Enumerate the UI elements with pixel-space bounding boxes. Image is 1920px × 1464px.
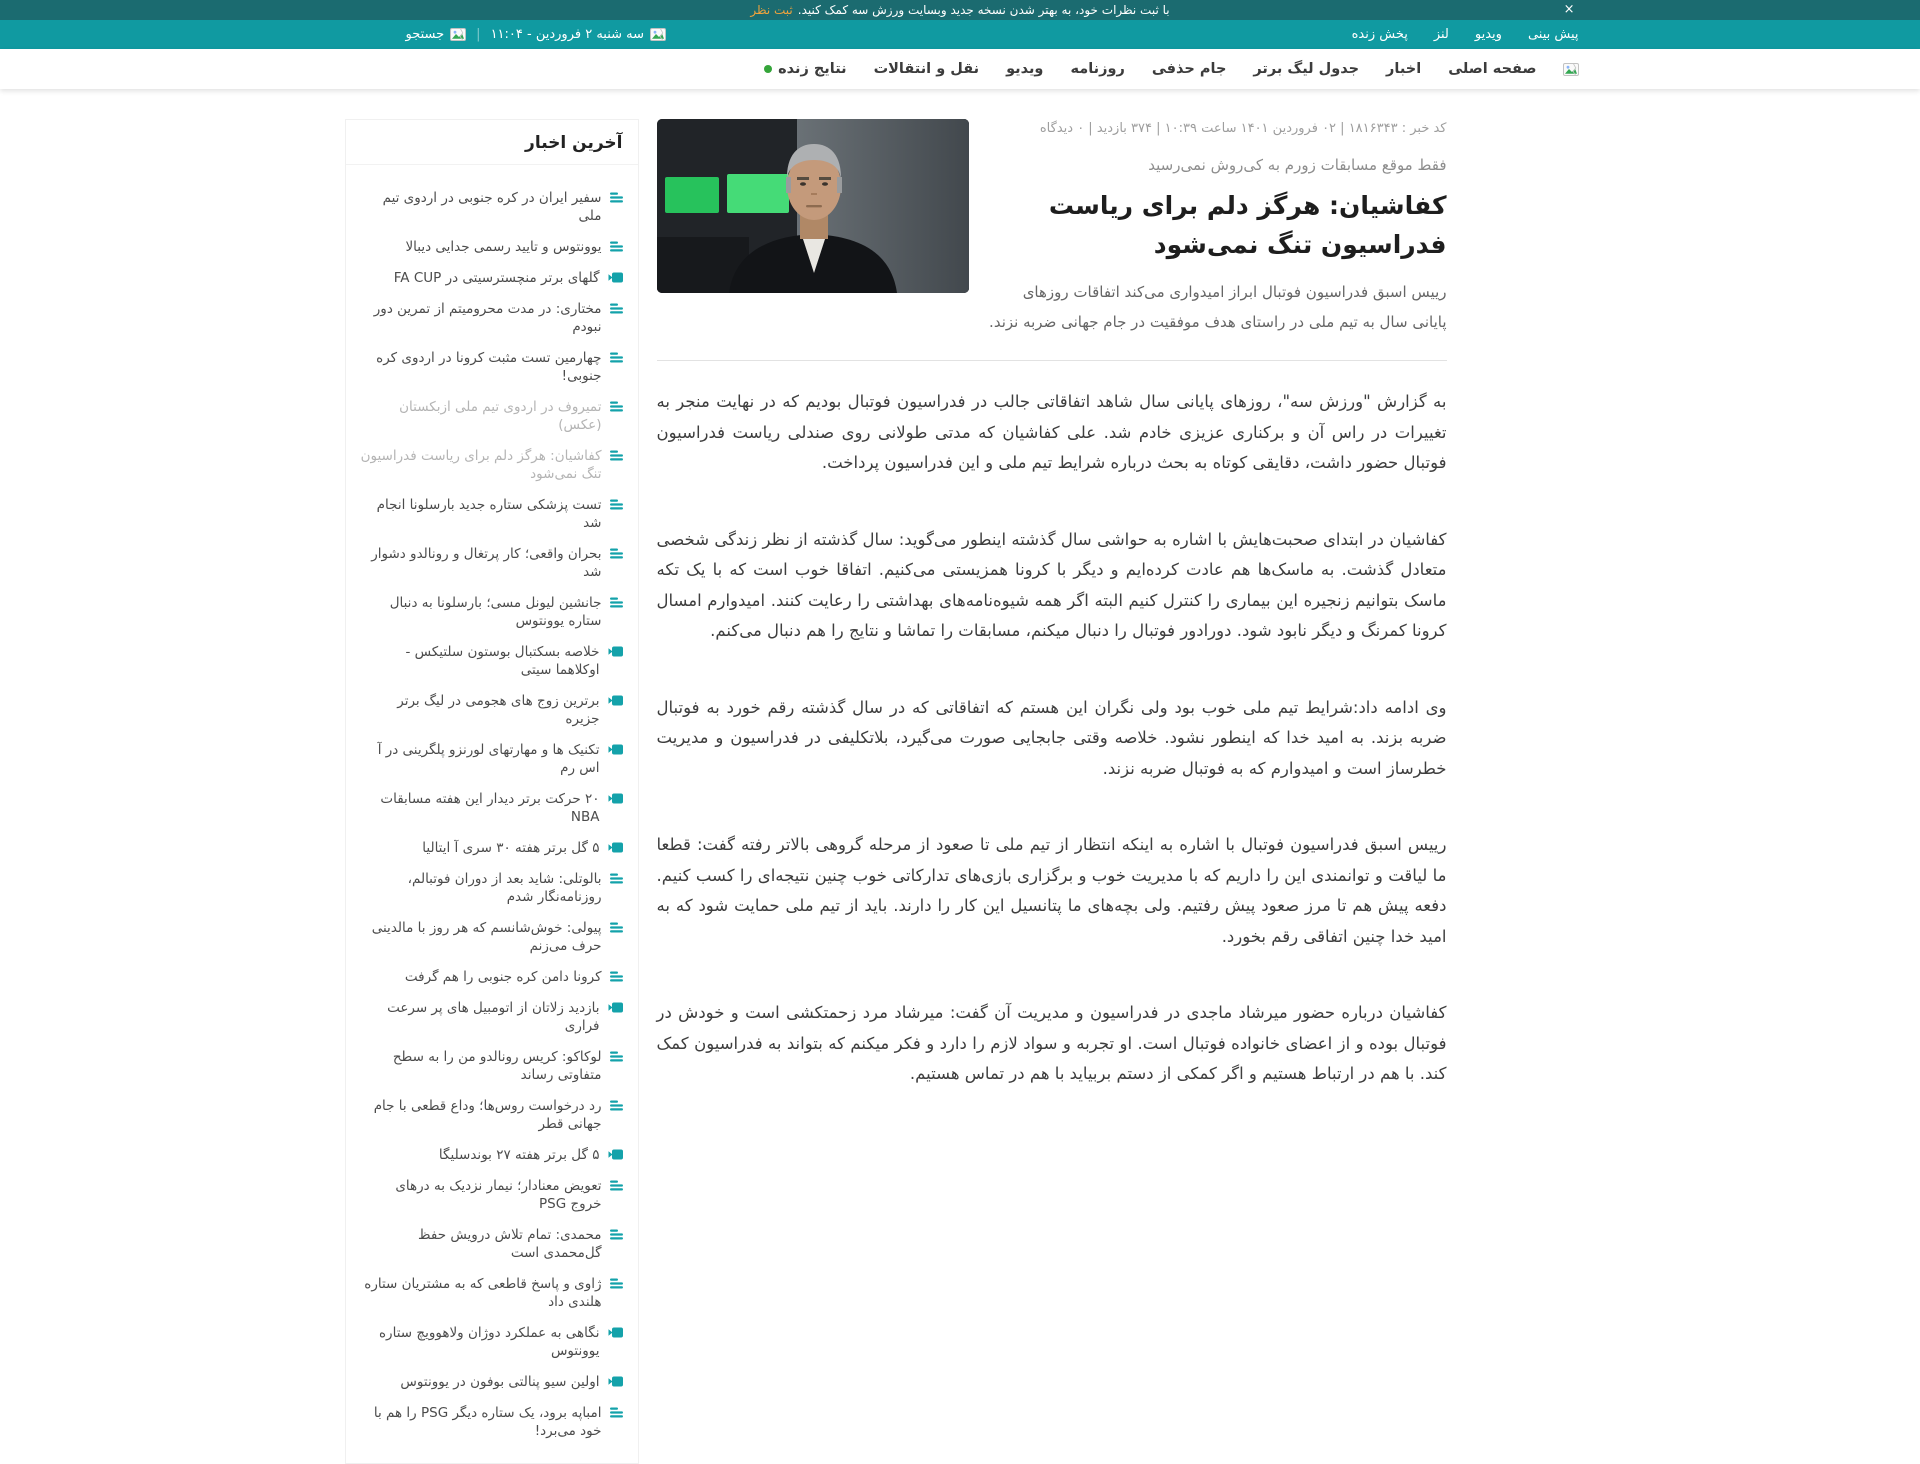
sidebar-news-label: ۵ گل برتر هفته ۲۷ بوندسلیگا [438,1147,600,1163]
sidebar-news-item[interactable] [361,447,623,483]
sidebar-news-item[interactable] [361,741,623,777]
news-icon [610,971,623,982]
sidebar-news-label: تکنیک ها و مهارتهای لورنزو پلگرینی در آ اس رم [377,742,600,776]
sidebar-news-item[interactable] [361,999,623,1035]
nav-item[interactable]: نقل و انتقالات [873,61,980,77]
nav-item[interactable]: جام حذفی [1151,61,1227,77]
sidebar-news-item[interactable] [361,496,623,532]
sidebar-news-label: گلهای برتر منچسترسیتی در FA CUP [393,270,600,286]
news-icon [610,401,623,412]
news-icon [610,548,623,559]
article-meta: کد خبر : ۱۸۱۶۳۴۳ | ۰۲ فروردین ۱۴۰۱ ساعت ۱۰:۳۹ | ۳۷۴ بازدید | ۰ دیدگاه [1039,121,1447,136]
news-icon [610,1051,623,1062]
nav-item[interactable]: اخبار [1386,61,1422,77]
news-icon [610,1407,623,1418]
news-icon [610,1229,623,1240]
sidebar-news-item[interactable] [361,189,623,225]
sidebar-news-label: محمدی: تمام تلاش درویش حفظ گل‌محمدی است [418,1227,602,1261]
banner-message-text: با ثبت نظرات خود، به بهتر شدن نسخه جدید وبسایت ورزش سه کمک کنید. [797,3,1170,17]
video-icon [608,744,623,755]
sidebar-news-item[interactable] [361,398,623,434]
sidebar-news-label: رد درخواست روس‌ها؛ وداع قطعی با جام جهانی قطر [373,1098,602,1132]
topbar-link[interactable]: پیش بینی [1527,27,1579,42]
video-icon [608,793,623,804]
sidebar-news-label: امباپه برود، یک ستاره دیگر PSG را هم با خود می‌برد! [373,1405,602,1439]
video-icon [608,1149,623,1160]
article-rubric: فقط موقع مسابقات زورم به کی‌روش نمی‌رسید [1148,156,1447,174]
search-button[interactable] [406,27,467,42]
sidebar-news-label: ژاوی و پاسخ قاطعی که به مشتریان ستاره هلندی داد [364,1276,602,1310]
banner-submit-feedback-link[interactable]: ثبت نظر [750,3,793,17]
article-header [657,119,1447,338]
sidebar-news-item[interactable] [361,594,623,630]
sidebar-news-label: کفاشیان: هرگز دلم برای ریاست فدراسیون تنگ نمی‌شود [360,448,602,482]
video-icon [608,1327,623,1338]
search-broken-image-icon[interactable] [450,28,466,41]
topbar-links [1352,27,1579,42]
nav-item[interactable]: صفحه اصلی [1448,61,1537,77]
video-icon [608,1002,623,1013]
sidebar-news-label: جانشین لیونل مسی؛ بارسلونا به دنبال ستاره یوونتوس [389,595,602,629]
sidebar-news-item[interactable] [361,269,623,287]
sidebar-news-item[interactable] [361,300,623,336]
nav-item[interactable]: جدول لیگ برتر [1253,61,1360,77]
news-icon [610,597,623,608]
sidebar-news-item[interactable] [361,1177,623,1213]
news-icon [610,873,623,884]
news-icon [610,1100,623,1111]
sidebar-news-label: برترین زوج های هجومی در لیگ برتر جزیره [397,693,600,727]
sidebar-title: آخرین اخبار [346,120,638,165]
sidebar-news-label: مختاری: در مدت محرومیتم از تمرین دور نبودم [373,301,602,335]
video-icon [608,272,623,283]
article-header-text [987,119,1447,338]
sidebar-news-label: تست پزشکی ستاره جدید بارسلونا انجام شد [376,497,602,531]
news-icon [610,241,623,252]
sidebar-news-item[interactable] [361,919,623,955]
video-icon [608,695,623,706]
nav-item-live-scores[interactable] [764,61,846,77]
article-paragraph: رییس اسبق فدراسیون فوتبال با اشاره به اینکه انتظار از تیم ملی تا صعود از مرحله گروهی بالاتر رفته گفت: قطعا ما لیاقت و توانمندی این را داریم که با مدیریت خوب و برگزاری بازی‌های تدارکاتی خوب چنین نتیجه‌ای را کسب کنیم. دفعه پیش هم تا مرز صعود پیش رفتیم. ولی بچه‌های ما پتانسیل این کار را دارند. باید از تیم ملی حمایت شود که به امید خدا چنین اتفاقی رقم بخورد. [656,835,1447,946]
sidebar-news-label: پیولی: خوش‌شانسم که هر روز با مالدینی حرف می‌زنم [371,920,602,954]
calendar-broken-image-icon [650,28,666,41]
article-paragraph: وی ادامه داد:شرایط تیم ملی خوب بود ولی نگران این هستم که اتفاقاتی که در سال گذشته رقم خورد به فوتبال ضربه بزند. به امید خدا که اینطور نشود. خلاصه وقتی جابجایی صورت می‌گیرد، بلاتکلیفی در فدراسیون و مدیریت خطرساز است و امیدوارم که به فوتبال ضربه نزند. [656,697,1447,778]
notification-banner [0,0,1920,20]
sidebar-news-label: ۵ گل برتر هفته ۳۰ سری آ ایتالیا [422,840,600,856]
article-lead: رییس اسبق فدراسیون فوتبال ابراز امیدواری می‌کند اتفاقات روزهای پایانی سال به تیم ملی در راستای هدف موفقیت در جام جهانی ضربه نزند. [989,282,1447,332]
nav-item[interactable]: روزنامه [1070,61,1125,77]
sidebar-news-item[interactable] [361,839,623,857]
latest-news-list [346,165,638,1463]
sidebar-news-label: بحران واقعی؛ کار پرتغال و رونالدو دشوار شد [371,546,602,580]
main-nav [0,49,1920,89]
sidebar-news-label: بالوتلی: شاید بعد از دوران فوتبالم، روزنامه‌نگار شدم [407,871,602,905]
live-scores-label: نتایج زنده [778,61,847,77]
sidebar-news-label: کرونا دامن کره جنوبی را هم گرفت [404,969,602,985]
article-paragraph: کفاشیان در ابتدای صحبت‌هایش با اشاره به حواشی سال گذشته اینطور می‌گوید: سال گذشته از نظر زندگی شخصی متعادل گذشت. به ماسک‌ها هم عادت کرده‌ایم و دیگر با کرونا همزیستی می‌کنیم. اتفاقا خوب است که با یک تکه ماسک بتوانیم زنجیره این بیماری را کنترل کنیم البته اگر همه شیوه‌نامه‌های بهداشتی را رعایت کنند. امیدوارم امسال کرونا کمرنگ و دیگر نابود شود. دورادور فوتبال را دنبال میکنم، مسابقات را تماشا و نتایج را هم دنبال می‌کنم. [656,529,1447,641]
sidebar-news-item[interactable] [361,870,623,906]
topbar-link[interactable]: پخش زنده [1351,27,1408,42]
sidebar-news-item[interactable] [361,1404,623,1440]
sidebar-news-label: لوکاکو: کریس رونالدو من را به سطح متفاوتی رساند [392,1049,602,1083]
news-icon [610,352,623,363]
header-divider [657,360,1447,361]
topbar [0,20,1920,49]
latest-news-sidebar [345,119,639,1464]
news-icon [610,192,623,203]
sidebar-news-label: اولین سیو پنالتی بوفون در یوونتوس [400,1374,600,1390]
date-time-label: سه شنبه ۲ فروردین - ۱۱:۰۴ [490,27,645,42]
site-logo-broken-image-icon[interactable] [1563,63,1579,76]
sidebar-news-label: یوونتوس و تایید رسمی جدایی دیبالا [405,239,602,255]
news-icon [610,922,623,933]
sidebar-news-label: چهارمین تست مثبت کرونا در اردوی کره جنوبی! [376,350,602,384]
topbar-link[interactable]: ویدیو [1474,27,1502,42]
news-icon [610,1278,623,1289]
sidebar-news-item[interactable] [361,643,623,679]
sidebar-news-label: تعویض معنادار؛ نیمار نزدیک به درهای خروج PSG [395,1178,602,1212]
date-time [491,27,666,42]
article-body [657,387,1447,1090]
sidebar-news-label: سفیر ایران در کره جنوبی در اردوی تیم ملی [382,190,602,224]
video-icon [608,646,623,657]
news-icon [610,499,623,510]
article-title: کفاشیان: هرگز دلم برای ریاست فدراسیون تنگ نمی‌شود [1048,191,1447,259]
topbar-separator: | [476,27,481,42]
close-icon[interactable]: × [1563,2,1575,17]
sidebar-news-item[interactable] [361,1048,623,1084]
sidebar-news-item[interactable] [361,1097,623,1133]
sidebar-news-item[interactable] [361,1373,623,1391]
video-icon [608,1376,623,1387]
sidebar-news-item[interactable] [361,349,623,385]
sidebar-news-item[interactable] [361,692,623,728]
article [657,119,1447,1136]
sidebar-news-item[interactable] [361,545,623,581]
news-icon [610,303,623,314]
live-indicator-dot [764,65,772,73]
sidebar-news-label: نگاهی به عملکرد دوژان ولاهوویچ ستاره یوونتوس [378,1325,600,1359]
topbar-link[interactable]: لنز [1433,27,1449,42]
sidebar-news-item[interactable] [361,1146,623,1164]
article-paragraph: کفاشیان درباره حضور میرشاد ماجدی در فدراسیون و مدیریت آن گفت: میرشاد مرد زحمتکشی است و خودش در فوتبال بوده و از اعضای خانواده فوتبال است. او تجربه و سواد لازم را دارد و فکر میکنم که بتواند به فدراسیون کمک کند. با هم در ارتباط هستیم و اگر کمکی از دستم بربیاید با هم در تماس هستیم. [656,1003,1447,1084]
main-nav-items [764,61,1536,77]
sidebar-news-label: ۲۰ حرکت برتر دیدار این هفته مسابقات NBA [380,791,600,825]
sidebar-news-item[interactable] [361,968,623,986]
sidebar-news-item[interactable] [361,238,623,256]
sidebar-news-label: خلاصه بسکتبال بوستون سلتیکس - اوکلاهما سیتی [405,644,600,678]
sidebar-news-item[interactable] [361,1226,623,1262]
sidebar-news-item[interactable] [361,1324,623,1360]
video-icon [608,842,623,853]
topbar-meta [406,27,667,42]
content-area [342,119,1579,1464]
search-label[interactable]: جستجو [405,27,445,42]
sidebar-news-label: بازدید زلاتان از اتومبیل های پر سرعت فراری [387,1000,600,1034]
news-icon [610,450,623,461]
nav-item[interactable]: ویدیو [1006,61,1044,77]
sidebar-news-item[interactable] [361,790,623,826]
sidebar-news-label: تمیروف در اردوی تیم ملی ازبکستان (عکس) [399,399,602,433]
article-paragraph: به گزارش "ورزش سه"، روزهای پایانی سال شاهد اتفاقاتی جالب در فدراسیون فوتبال بودیم که در نهایت منجر به تغییرات در راس آن و برکناری عزیزی خادم شد. علی کفاشیان که مدتی طولانی روی صندلی ریاست فدراسیون فوتبال حضور داشت، دقایقی کوتاه به بحث درباره شرایط تیم ملی و این فدراسیون پرداخت. [656,392,1447,473]
sidebar-news-item[interactable] [361,1275,623,1311]
news-icon [610,1180,623,1191]
article-photo [657,119,969,293]
